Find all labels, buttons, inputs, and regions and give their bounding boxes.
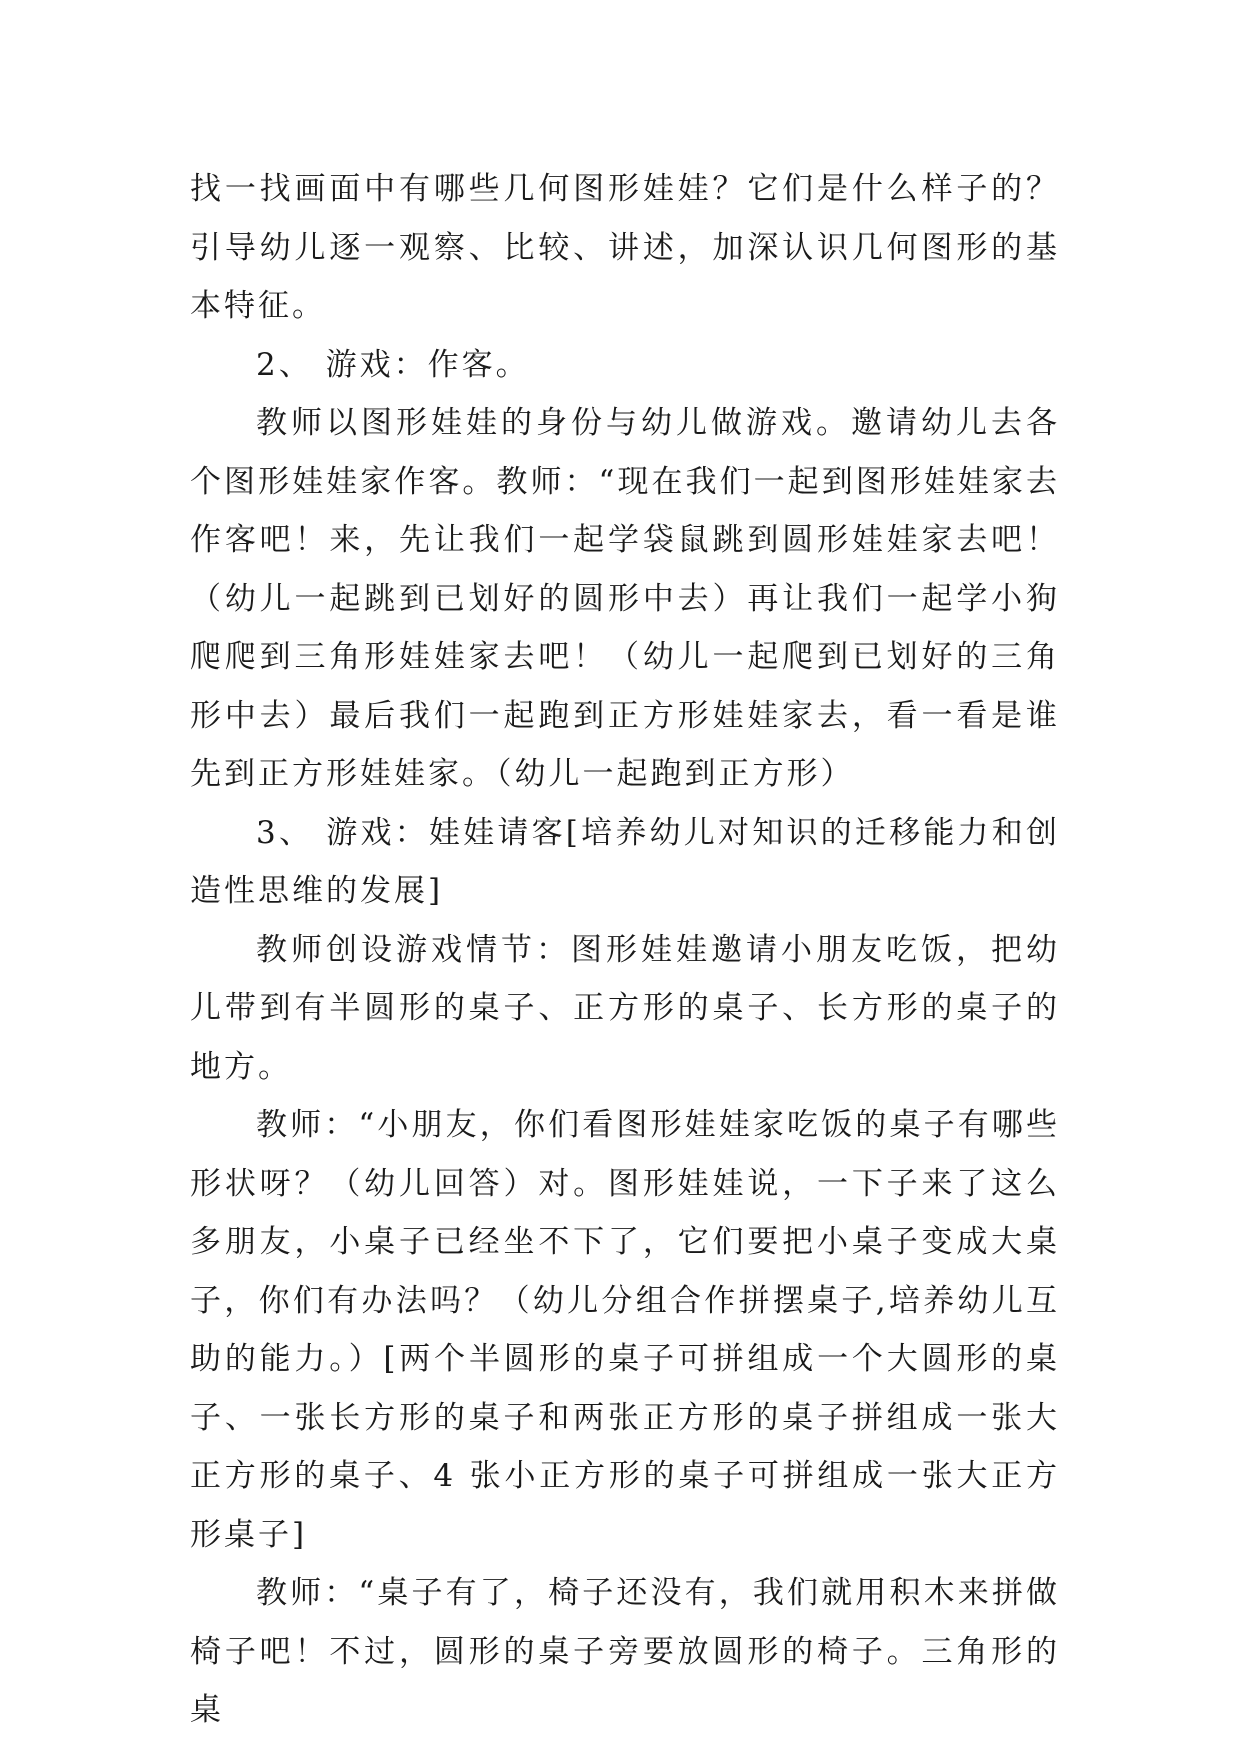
paragraph-2-heading: 2、 游戏：作客。: [256, 346, 530, 383]
paragraph-4-heading: 3、 游戏：娃娃请客[培养幼儿对知识的迁移能力和创造性思维的发展]: [190, 814, 1060, 909]
paragraph-5: 教师创设游戏情节：图形娃娃邀请小朋友吃饭，把幼儿带到有半圆形的桌子、正方形的桌子、长方形的桌子的地方。: [190, 931, 1060, 1085]
paragraph-3: 教师以图形娃娃的身份与幼儿做游戏。邀请幼儿去各个图形娃娃家作客。教师：“现在我们一起到图形娃娃家去作客吧！来，先让我们一起学袋鼠跳到圆形娃娃家去吧！（幼儿一起跳到已划好的圆形中去）再让我们一起学小狗爬爬到三角形娃娃家去吧！（幼儿一起爬到已划好的三角形中去）最后我们一起跑到正方形娃娃家去，看一看是谁先到正方形娃娃家。（幼儿一起跑到正方形）: [190, 405, 1060, 792]
paragraph-7: 教师：“桌子有了，椅子还没有，我们就用积木来拼做椅子吧！不过，圆形的桌子旁要放圆形的椅子。三角形的桌: [190, 1575, 1060, 1728]
paragraph-1: 找一找画面中有哪些几何图形娃娃？它们是什么样子的？引导幼儿逐一观察、比较、讲述，加深认识几何图形的基本特征。: [190, 171, 1060, 324]
document-body: [190, 160, 1060, 1740]
paragraph-6: 教师：“小朋友，你们看图形娃娃家吃饭的桌子有哪些形状呀？（幼儿回答）对。图形娃娃说，一下子来了这么多朋友，小桌子已经坐不下了，它们要把小桌子变成大桌子，你们有办法吗？（幼儿分组合作拼摆桌子,培养幼儿互助的能力。）[两个半圆形的桌子可拼组成一个大圆形的桌子、一张长方形的桌子和两张正方形的桌子拼组成一张大正方形的桌子、4 张小正方形的桌子可拼组成一张大正方形桌子]: [190, 1107, 1060, 1553]
